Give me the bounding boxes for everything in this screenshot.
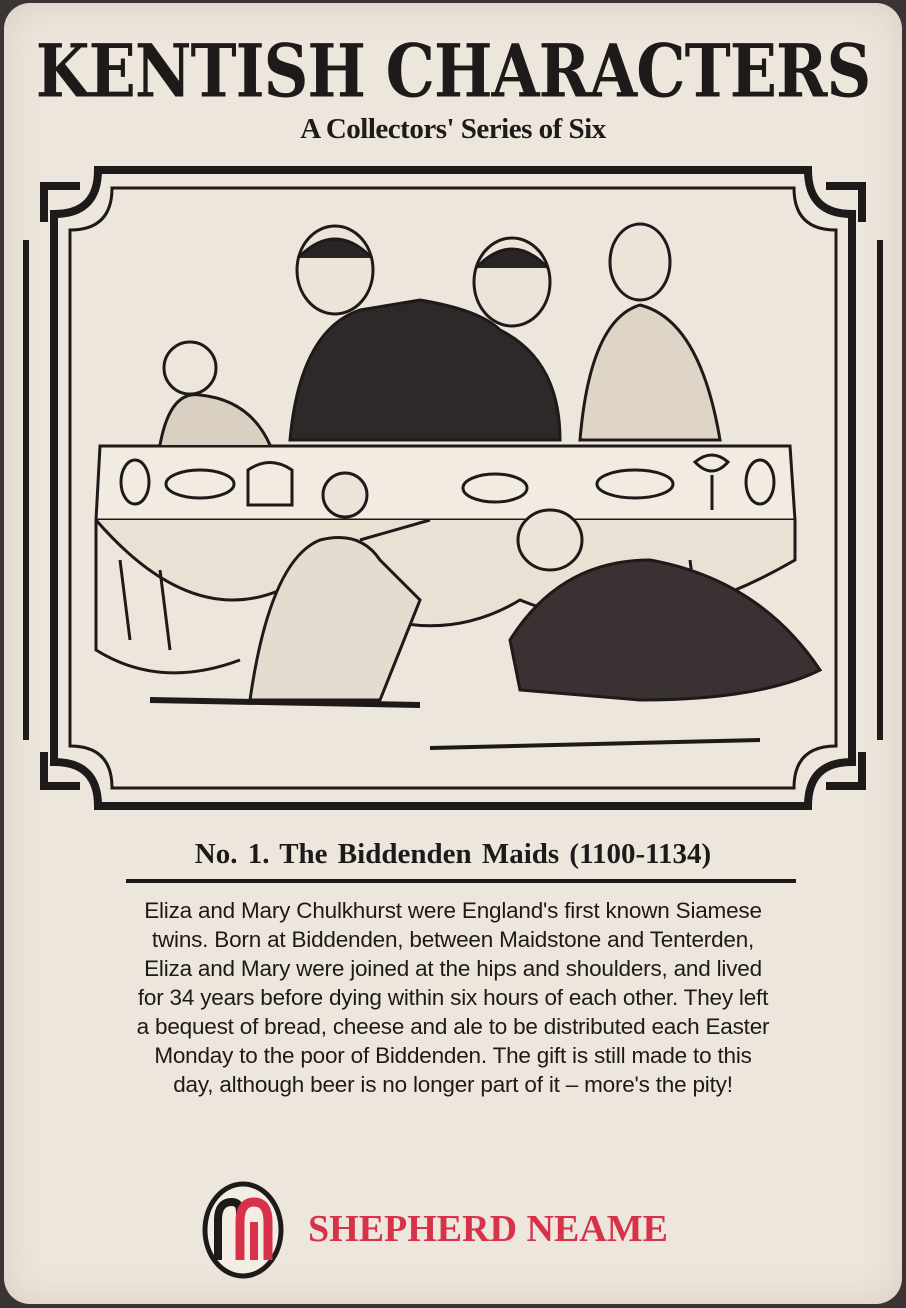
series-subtitle: A Collectors' Series of Six	[300, 113, 606, 145]
heading-underline	[126, 879, 796, 883]
woodcut-feast-scene	[96, 224, 820, 748]
story-body	[60, 896, 846, 1099]
story-body-line: a bequest of bread, cheese and ale to be distributed each Easter	[136, 1014, 770, 1039]
story-heading: No. 1. The Biddenden Maids (1100-1134)	[194, 838, 712, 870]
story-body-line: twins. Born at Biddenden, between Maidstone and Tenterden,	[151, 927, 755, 952]
series-title: KENTISH CHARACTERS	[35, 28, 871, 115]
story-body-line: for 34 years before dying within six hours of each other. They left	[137, 985, 769, 1010]
story-body-line: Eliza and Mary Chulkhurst were England's first known Siamese	[144, 898, 762, 923]
brand-name: SHEPHERD NEAME	[308, 1208, 668, 1250]
story-body-line: day, although beer is no longer part of it – more's the pity!	[173, 1072, 733, 1097]
shepherd-neame-logo-icon	[200, 1180, 286, 1280]
story-body-line: Monday to the poor of Biddenden. The gift is still made to this	[154, 1043, 752, 1068]
story-body-line: Eliza and Mary were joined at the hips and shoulders, and lived	[144, 956, 762, 981]
